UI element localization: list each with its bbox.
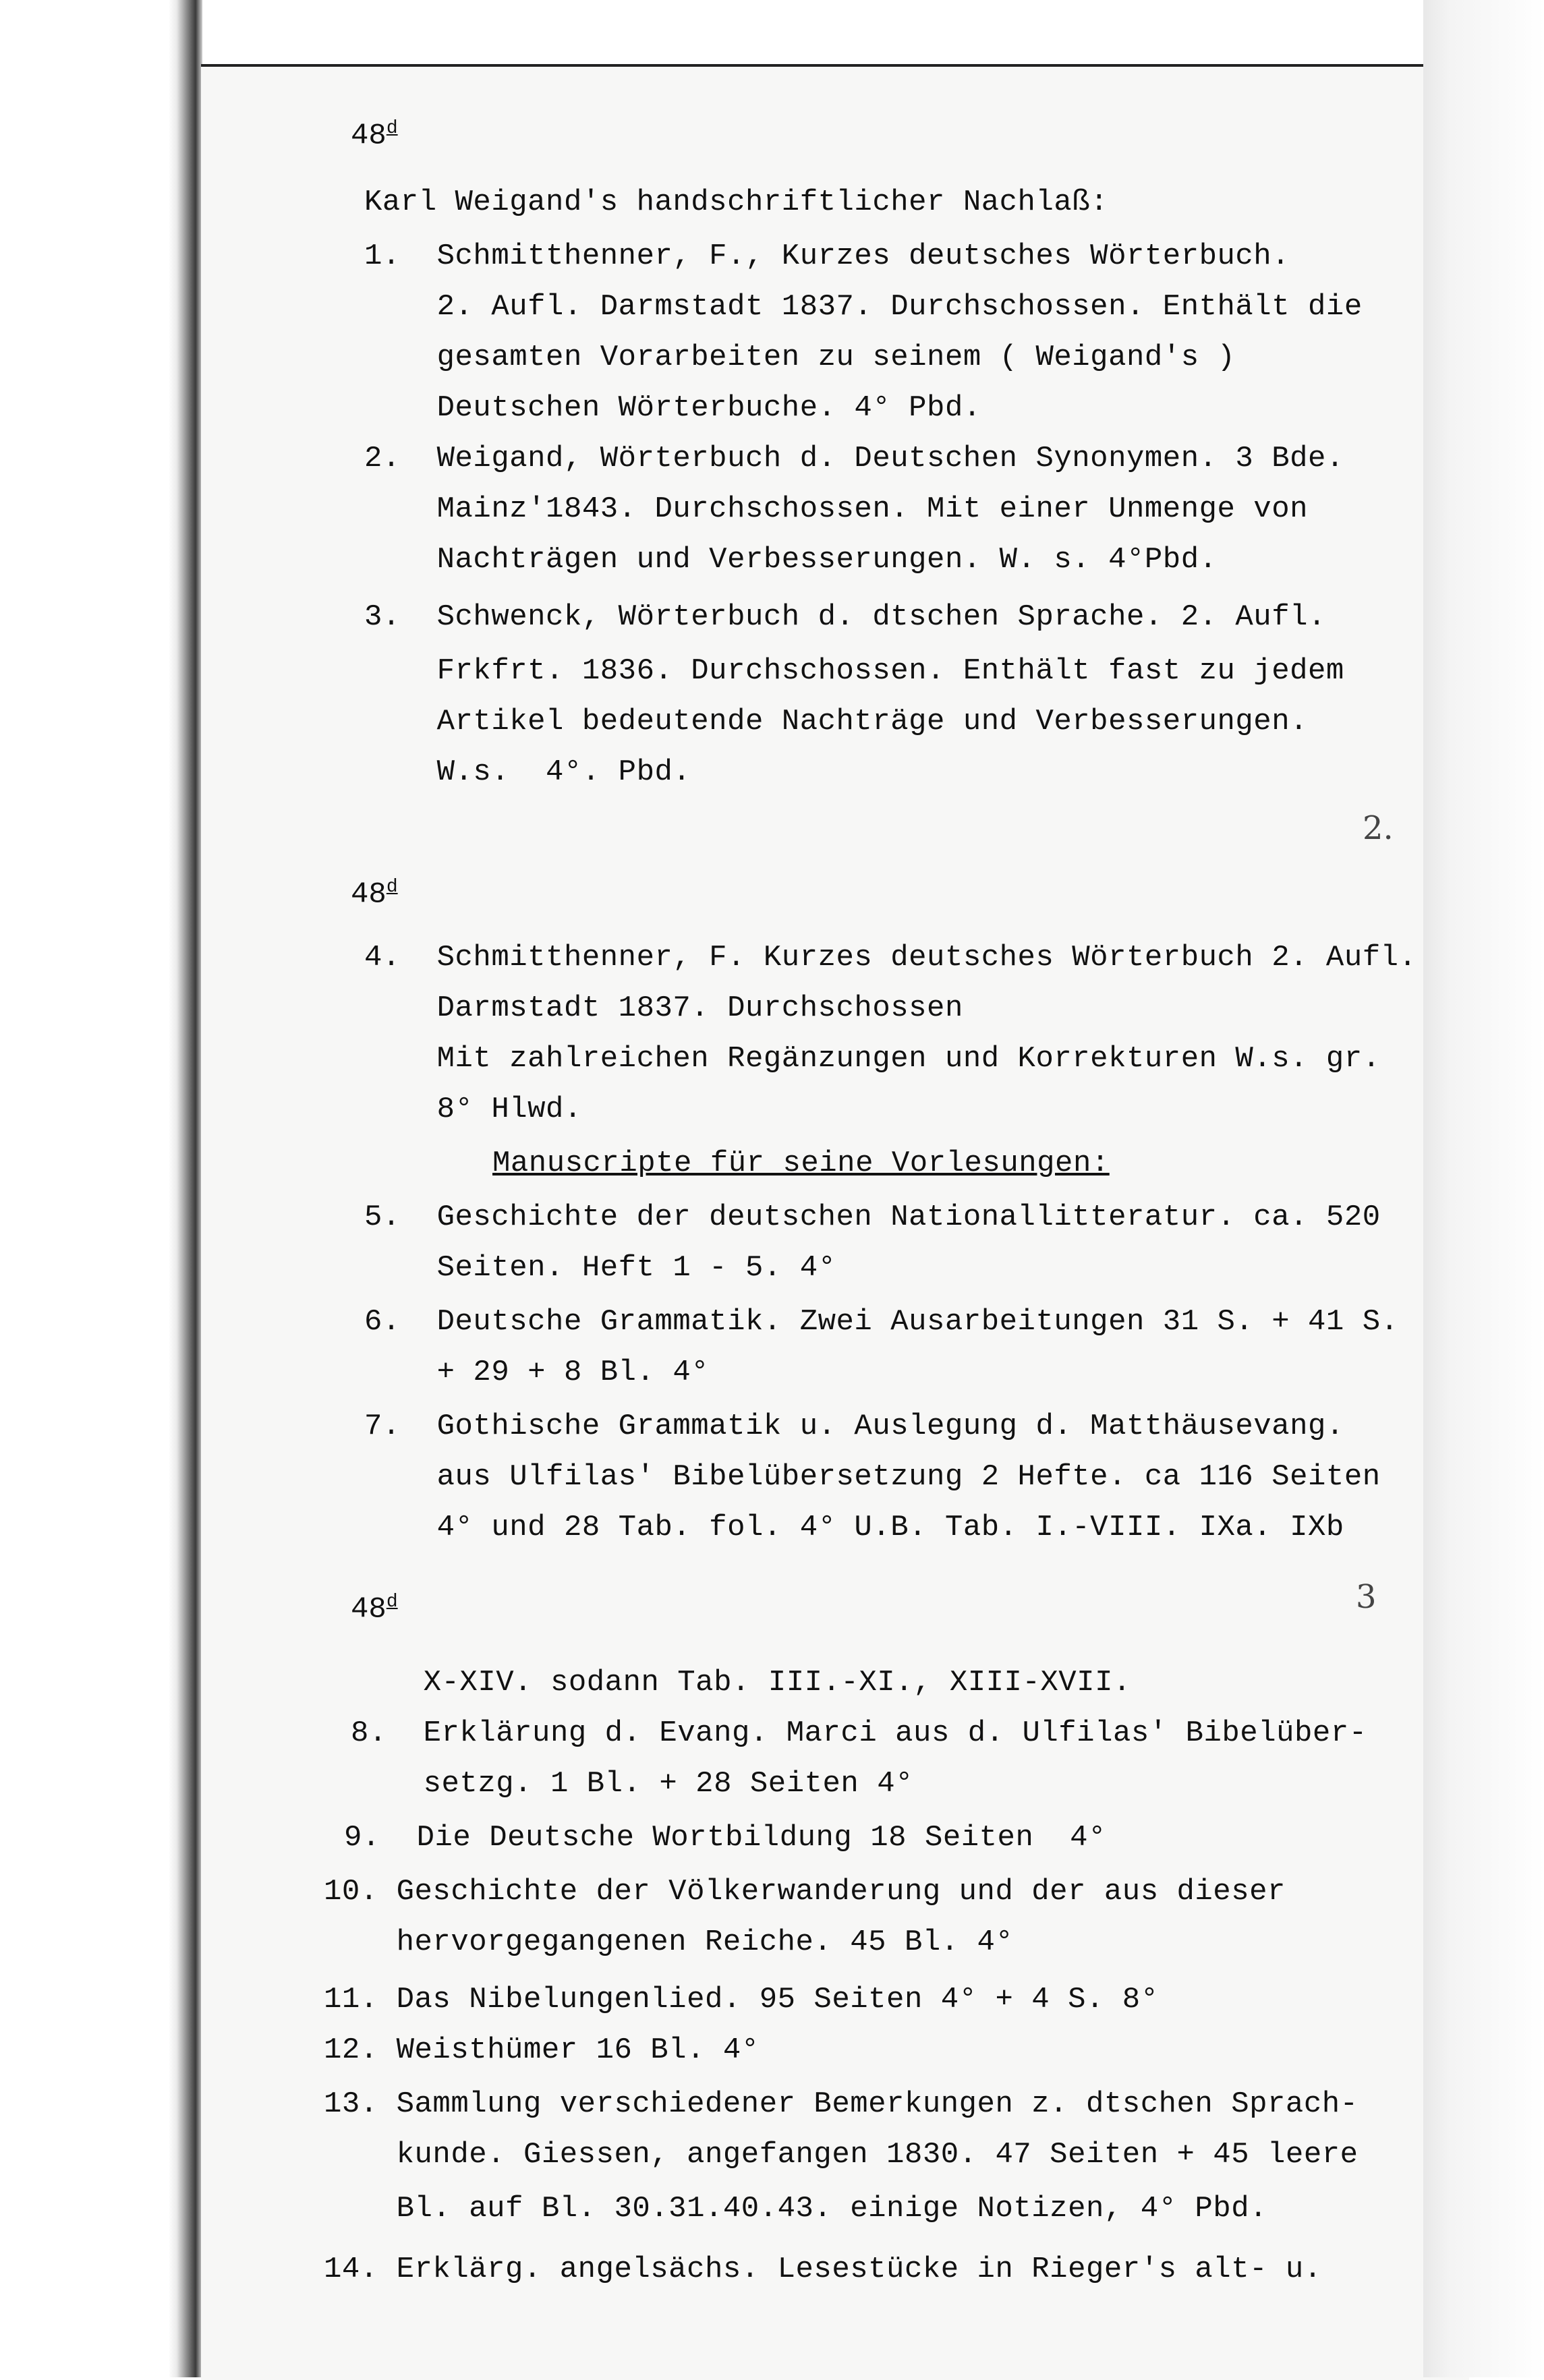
entry-line: 5. Geschichte der deutschen Nationallitteratur. ca. 520 xyxy=(364,1200,1381,1234)
entry-line: X-XIV. sodann Tab. III.-XI., XIII-XVII. xyxy=(351,1666,1131,1700)
entry-line: 2. Weigand, Wörterbuch d. Deutschen Synonymen. 3 Bde. xyxy=(364,442,1344,475)
heading-nachlass: Karl Weigand's handschriftlicher Nachlaß: xyxy=(364,185,1109,219)
entry-line: 4. Schmitthenner, F. Kurzes deutsches Wörterbuch 2. Aufl. xyxy=(364,941,1417,975)
entry-line: Deutschen Wörterbuche. 4° Pbd. xyxy=(364,391,981,425)
entry-line: Artikel bedeutende Nachträge und Verbesserungen. xyxy=(364,705,1309,738)
entry-line: 4° und 28 Tab. fol. 4° U.B. Tab. I.-VIII. IXa. IXb xyxy=(364,1511,1344,1544)
entry-line: kunde. Giessen, angefangen 1830. 47 Seiten + 45 leere xyxy=(324,2138,1359,2172)
entry-line: 10. Geschichte der Völkerwanderung und der aus dieser xyxy=(324,1875,1286,1909)
subheading-manuscripte: Manuscripte für seine Vorlesungen: xyxy=(492,1147,1110,1180)
section-marker-1: 48$^d$ xyxy=(351,118,398,153)
entry-line: Bl. auf Bl. 30.31.40.43. einige Notizen, 4° Pbd. xyxy=(324,2192,1268,2226)
entry-line: 6. Deutsche Grammatik. Zwei Ausarbeitungen 31 S. + 41 S. xyxy=(364,1305,1399,1339)
entry-line: Mit zahlreichen Regänzungen und Korrekturen W.s. gr. xyxy=(364,1042,1381,1076)
page-number-2: 2. xyxy=(1363,809,1394,847)
entry-line: 7. Gothische Grammatik u. Auslegung d. Matthäusevang. xyxy=(364,1410,1344,1443)
entry-line: Darmstadt 1837. Durchschossen xyxy=(364,991,963,1025)
entry-line: + 29 + 8 Bl. 4° xyxy=(364,1356,710,1389)
entry-line: W.s. 4°. Pbd. xyxy=(364,755,691,789)
entry-line: Mainz'1843. Durchschossen. Mit einer Unmenge von xyxy=(364,492,1309,526)
entry-line: 8° Hlwd. xyxy=(364,1093,582,1126)
entry-line: 9. Die Deutsche Wortbildung 18 Seiten 4° xyxy=(344,1821,1106,1855)
entry-line: aus Ulfilas' Bibelübersetzung 2 Hefte. ca 116 Seiten xyxy=(364,1460,1381,1494)
section-marker-3: 48$^d$ xyxy=(351,1592,398,1627)
entry-line: 3. Schwenck, Wörterbuch d. dtschen Sprache. 2. Aufl. xyxy=(364,600,1326,634)
entry-line: hervorgegangenen Reiche. 45 Bl. 4° xyxy=(324,1925,1014,1959)
entry-line: gesamten Vorarbeiten zu seinem ( Weigand's ) xyxy=(364,341,1236,374)
page-number-3: 3 xyxy=(1356,1578,1377,1616)
entry-line: setzg. 1 Bl. + 28 Seiten 4° xyxy=(351,1767,914,1801)
entry-line: 1. Schmitthenner, F., Kurzes deutsches Wörterbuch. xyxy=(364,239,1290,273)
scan-left-edge xyxy=(0,0,202,2377)
section-marker-2: 48$^d$ xyxy=(351,877,398,912)
scan-right-strip xyxy=(1423,0,1544,2377)
entry-line: 14. Erklärg. angelsächs. Lesestücke in Rieger's alt- u. xyxy=(324,2253,1322,2286)
entry-line: 11. Das Nibelungenlied. 95 Seiten 4° + 4 S. 8° xyxy=(324,1983,1159,2016)
entry-line: Nachträgen und Verbesserungen. W. s. 4°Pbd. xyxy=(364,543,1218,577)
entry-line: Frkfrt. 1836. Durchschossen. Enthält fast zu jedem xyxy=(364,654,1344,688)
entry-line: 2. Aufl. Darmstadt 1837. Durchschossen. Enthält die xyxy=(364,290,1363,324)
entry-line: 8. Erklärung d. Evang. Marci aus d. Ulfilas' Bibelüber- xyxy=(351,1716,1367,1750)
entry-line: 12. Weisthümer 16 Bl. 4° xyxy=(324,2033,760,2067)
entry-line: 13. Sammlung verschiedener Bemerkungen z. dtschen Sprach- xyxy=(324,2087,1359,2121)
entry-line: Seiten. Heft 1 - 5. 4° xyxy=(364,1251,836,1285)
